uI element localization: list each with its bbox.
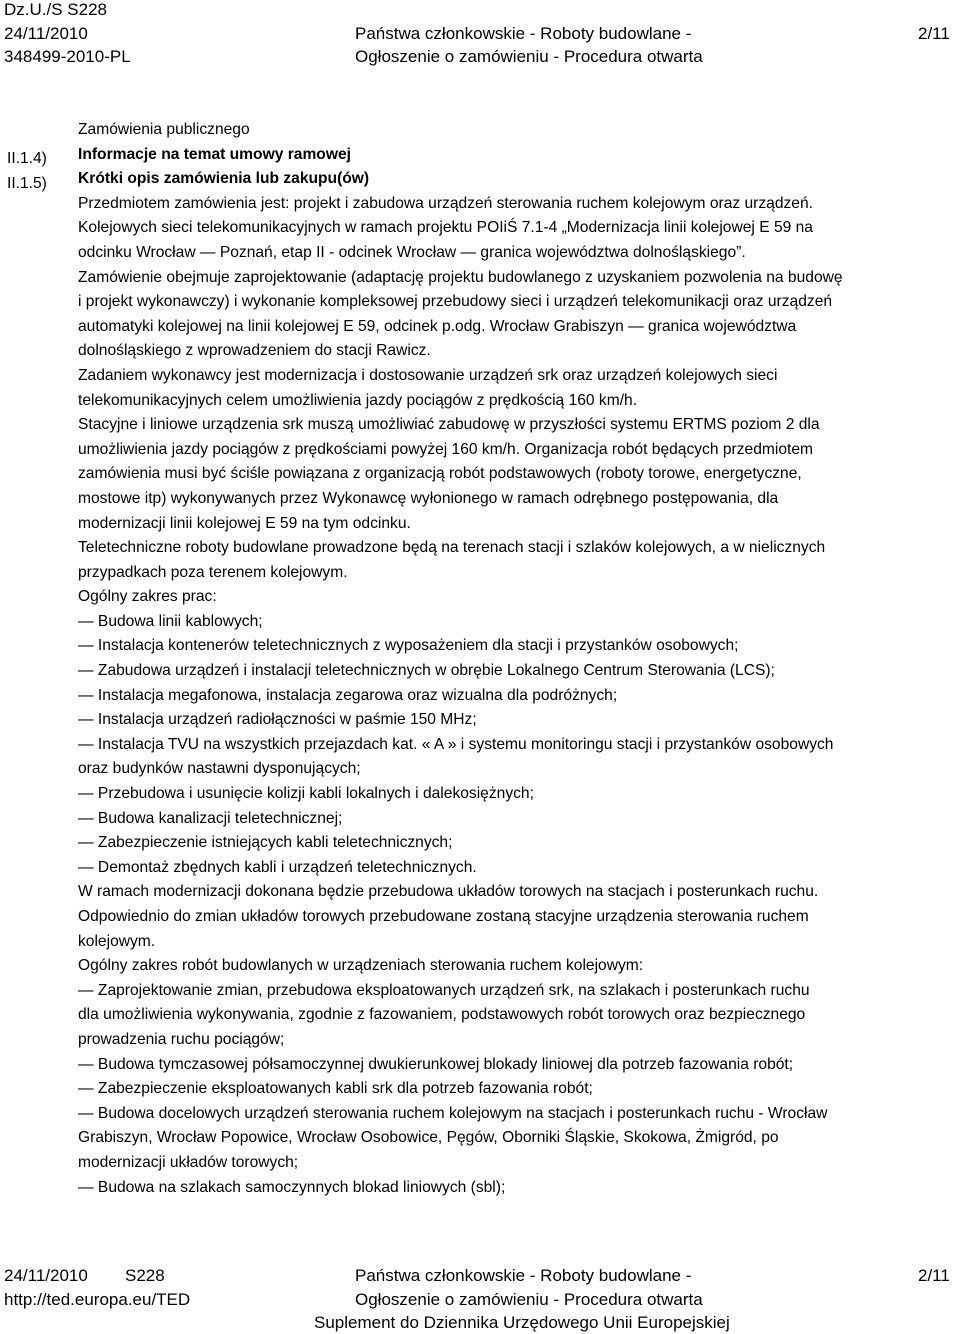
notice-id: 348499-2010-PL: [4, 47, 131, 66]
list-item: — Budowa kanalizacji teletechnicznej;: [78, 809, 343, 827]
text-line: dolnośląskiego z wprowadzeniem do stacji Rawicz.: [78, 342, 431, 360]
text-line: W ramach modernizacji dokonana będzie przebudowa układów torowych na stacjach i posterunkach ruchu.: [78, 883, 819, 901]
text-line: telekomunikacyjnych celem umożliwienia jazdy pociągów z prędkością 160 km/h.: [78, 391, 638, 409]
text-line: umożliwienia jazdy pociągów z prędkościami powyżej 160 km/h. Organizacja robót będących przedmiotem: [78, 440, 813, 458]
list-item-continuation: prowadzenia ruchu pociągów;: [78, 1030, 285, 1048]
text-line: i projekt wykonawczy) i wykonanie kompleksowej przebudowy sieci i urządzeń telekomunikacji oraz urządzeń: [78, 293, 833, 311]
text-line: modernizacji linii kolejowej E 59 na tym odcinku.: [78, 514, 411, 532]
section-number-ii-1-4: II.1.4): [7, 150, 47, 167]
footer-series: S228: [125, 1266, 165, 1285]
footer-page-number: 2/11: [918, 1266, 950, 1285]
text-line: Przedmiotem zamówienia jest: projekt i zabudowa urządzeń sterowania ruchem kolejowym oraz urządzeń.: [78, 194, 813, 212]
text-line: kolejowym.: [78, 932, 156, 950]
list-item-continuation: dla umożliwienia wykonywania, zgodnie z fazowaniem, podstawowych robót torowych oraz bezpiecznego: [78, 1006, 806, 1024]
list-item-continuation: Grabiszyn, Wrocław Popowice, Wrocław Osobowice, Pęgów, Oborniki Śląskie, Skokowa, Żmigród, po: [78, 1129, 779, 1147]
text-line: Ogólny zakres robót budowlanych w urządzeniach sterowania ruchem kolejowym:: [78, 957, 644, 975]
list-item: — Budowa docelowych urządzeń sterowania ruchem kolejowym na stacjach i posterunkach ruchu - Wrocław: [78, 1104, 828, 1122]
list-item: — Budowa tymczasowej półsamoczynnej dwukierunkowej blokady liniowej dla potrzeb fazowania robót;: [78, 1055, 794, 1073]
footer-title-line-1: Państwa członkowskie - Roboty budowlane -: [355, 1266, 692, 1285]
section-heading-framework-agreement: Informacje na temat umowy ramowej: [78, 145, 351, 163]
journal-reference: Dz.U./S S228: [4, 0, 107, 19]
text-line: Zadaniem wykonawcy jest modernizacja i dostosowanie urządzeń srk oraz urządzeń kolejowych sieci: [78, 366, 778, 384]
header-page-number: 2/11: [918, 24, 950, 43]
list-item-continuation: modernizacji układów torowych;: [78, 1153, 299, 1171]
list-item: — Instalacja megafonowa, instalacja zegarowa oraz wizualna dla podróżnych;: [78, 686, 618, 704]
list-item: — Instalacja urządzeń radiołączności w paśmie 150 MHz;: [78, 711, 477, 729]
text-line: Zamówienia publicznego: [78, 121, 250, 138]
text-line: odcinku Wrocław — Poznań, etap II - odcinek Wrocław — granica województwa dolnośląskiego”.: [78, 243, 746, 261]
text-line: Kolejowych sieci telekomunikacyjnych w ramach projektu POIiŚ 7.1-4 „Modernizacja linii kolejowej E 59 na: [78, 219, 813, 237]
text-line: Zamówienie obejmuje zaprojektowanie (adaptację projektu budowlanego z uzyskaniem pozwolenia na budowę: [78, 268, 843, 286]
list-item: — Zabezpieczenie istniejących kabli teletechnicznych;: [78, 834, 453, 852]
header-title-line-1: Państwa członkowskie - Roboty budowlane -: [355, 24, 692, 43]
footer-date: 24/11/2010: [4, 1266, 88, 1285]
text-line: Teletechniczne roboty budowlane prowadzone będą na terenach stacji i szlaków kolejowych, a w nielicznych: [78, 539, 826, 557]
text-line: Ogólny zakres prac:: [78, 588, 217, 606]
list-item: — Zabudowa urządzeń i instalacji teletechnicznych w obrębie Lokalnego Centrum Sterowania (LCS);: [78, 662, 775, 680]
text-line: zamówienia musi być ściśle powiązana z organizacją robót podstawowych (roboty torowe, energetyczne,: [78, 465, 802, 483]
text-line: automatyki kolejowej na linii kolejowej E 59, odcinek p.odg. Wrocław Grabiszyn — granica województwa: [78, 317, 797, 335]
text-line: Odpowiednio do zmian układów torowych przebudowane zostaną stacyjne urządzenia sterowania ruchem: [78, 908, 809, 925]
header-date: 24/11/2010: [4, 24, 88, 43]
footer-title-line-2: Ogłoszenie o zamówieniu - Procedura otwarta: [355, 1290, 703, 1309]
list-item: — Demontaż zbędnych kabli i urządzeń teletechnicznych.: [78, 858, 477, 876]
list-item: — Instalacja TVU na wszystkich przejazdach kat. « A » i systemu monitoringu stacji i przystanków osobowych: [78, 735, 834, 753]
text-line: mostowe itp) wykonywanych przez Wykonawcę wyłonionego w ramach odrębnego postępowania, dla: [78, 489, 779, 507]
list-item: — Przebudowa i usunięcie kolizji kabli lokalnych i dalekosiężnych;: [78, 785, 534, 803]
section-heading-short-description: Krótki opis zamówienia lub zakupu(ów): [78, 170, 370, 188]
list-item: — Zabezpieczenie eksploatowanych kabli srk dla potrzeb fazowania robót;: [78, 1080, 593, 1098]
text-line: Stacyjne i liniowe urządzenia srk muszą umożliwiać zabudowę w przyszłości systemu ERTMS poziom 2 dla: [78, 416, 820, 434]
list-item: — Budowa na szlakach samoczynnych blokad liniowych (sbl);: [78, 1178, 506, 1196]
list-item: — Instalacja kontenerów teletechnicznych z wyposażeniem dla stacji i przystanków osobowych;: [78, 637, 739, 655]
list-item-continuation: oraz budynków nastawni dysponujących;: [78, 760, 361, 778]
header-title-line-2: Ogłoszenie o zamówieniu - Procedura otwarta: [355, 47, 703, 66]
text-line: przypadkach poza terenem kolejowym.: [78, 563, 348, 581]
footer-url-link[interactable]: http://ted.europa.eu/TED: [4, 1290, 191, 1309]
footer-supplement-title: Suplement do Dziennika Urzędowego Unii Europejskiej: [314, 1313, 730, 1332]
list-item: — Budowa linii kablowych;: [78, 612, 263, 630]
list-item: — Zaprojektowanie zmian, przebudowa eksploatowanych urządzeń srk, na szlakach i posterunkach ruchu: [78, 981, 810, 999]
notice-body: [78, 118, 958, 1200]
section-number-ii-1-5: II.1.5): [7, 175, 47, 192]
